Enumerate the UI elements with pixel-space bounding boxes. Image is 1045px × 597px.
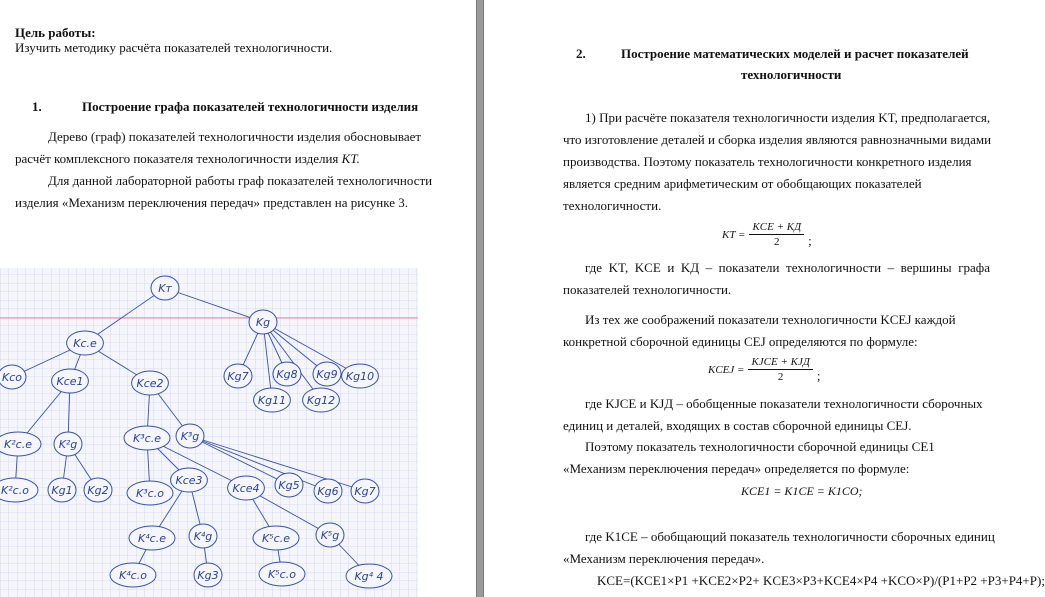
- formula-kce: KCE=(KCE1×P1 +KCE2×P2+ KCE3×P3+KCE4×P4 +KCO×P)/(P1+P2 +P3+P4+P);: [597, 573, 1045, 588]
- graph-node-label: Kg9: [316, 368, 338, 381]
- graph-node: [176, 424, 204, 448]
- formula-end: ;: [816, 368, 821, 383]
- graph-node: [351, 479, 379, 503]
- technology-graph-figure: [0, 266, 420, 597]
- graph-node: [189, 524, 217, 548]
- graph-node-label: Kg6: [317, 485, 339, 498]
- kt-symbol: KT.: [341, 151, 360, 166]
- graph-node: [313, 362, 341, 386]
- paragraph-line: [15, 151, 360, 167]
- graph-node-label: Kg7: [354, 485, 376, 498]
- paragraph-line: показателей технологичности.: [563, 282, 732, 297]
- graph-node: [259, 562, 305, 586]
- graph-node-label: K⁵g: [320, 529, 340, 542]
- graph-node-label: K⁴c.o: [119, 569, 147, 582]
- graph-node-label: Kce2: [136, 377, 164, 390]
- graph-node: [316, 523, 344, 547]
- graph-node-label: K³c.e: [133, 432, 161, 445]
- graph-node-label: K³g: [180, 430, 200, 443]
- graph-node-label: K²c.e: [4, 438, 32, 451]
- graph-node: [249, 310, 277, 334]
- paragraph-line: Для данной лабораторной работы граф показателей технологичности: [48, 173, 433, 188]
- graph-node: [48, 478, 76, 502]
- formula-fraction: [748, 355, 812, 384]
- graph-node: [303, 388, 340, 412]
- graph-node-label: Kg10: [345, 370, 375, 383]
- graph-node: [275, 473, 303, 497]
- graph-node: [194, 563, 222, 587]
- paragraph-line: Из тех же соображений показатели технологичности KCEJ каждой: [585, 312, 956, 327]
- graph-node: [151, 276, 179, 300]
- graph-node: [224, 364, 252, 388]
- paragraph-line: Поэтому показатель технологичности сборочной единицы CE1: [585, 439, 935, 454]
- formula-kcej: [708, 355, 821, 384]
- graph-node-label: Kg⁴ 4: [354, 570, 384, 583]
- graph-node: [171, 468, 208, 492]
- graph-node-label: Kg12: [306, 394, 336, 407]
- graph-node: [67, 331, 104, 355]
- graph-node: [253, 526, 299, 550]
- graph-node-label: Kg2: [87, 484, 109, 497]
- graph-node-label: Kg7: [227, 370, 249, 383]
- graph-node: [52, 369, 89, 393]
- paragraph-line: 1) При расчёте показателя технологичности изделия KT, предполагается,: [585, 110, 991, 125]
- paragraph-line: где KT, KCE и KД – показатели технологичности – вершины графа: [585, 260, 990, 275]
- graph-node-label: Kg11: [257, 394, 287, 407]
- graph-node: [314, 479, 342, 503]
- graph-node-label: Kce3: [175, 474, 203, 487]
- graph-node-label: K⁵c.o: [268, 568, 296, 581]
- graph-node-label: K⁵c.e: [262, 532, 290, 545]
- paragraph-line: конкретной сборочной единицы CEJ определяются по формуле:: [563, 334, 918, 349]
- formula-lhs: KCEJ =: [708, 363, 745, 376]
- graph-node-label: Kт: [158, 282, 172, 295]
- paragraph-line: является средним арифметическим от обобщающих показателей: [563, 176, 922, 191]
- graph-node-label: Kco: [2, 371, 22, 384]
- graph-node: [273, 362, 301, 386]
- graph-node: [228, 476, 265, 500]
- section1-number: 1.: [32, 99, 42, 114]
- graph-node: [132, 371, 169, 395]
- graph-node: [129, 526, 175, 550]
- graph-node-label: K⁴g: [193, 530, 213, 543]
- paragraph-line: где KJCE и KJД – обобщенные показатели технологичности сборочных: [585, 396, 983, 411]
- graph-node: [110, 563, 156, 587]
- graph-node-label: Kg3: [197, 569, 219, 582]
- formula-kt: [722, 220, 812, 249]
- graph-node-label: K²c.o: [1, 484, 29, 497]
- graph-node-label: K³c.o: [136, 487, 164, 500]
- graph-node-label: Kce1: [56, 375, 84, 388]
- graph-node: [124, 426, 170, 450]
- section1-title: Построение графа показателей технологичности изделия: [82, 99, 419, 114]
- formula-kce1: KCE1 = K1CE = K1CO;: [741, 484, 863, 498]
- text: расчёт комплексного показателя технологичности изделия: [15, 151, 339, 166]
- formula-denominator: 2: [774, 236, 780, 248]
- section2-title-line1: Построение математических моделей и расчет показателей: [621, 46, 969, 61]
- formula-denominator: 2: [777, 371, 784, 383]
- section2-title-line2: технологичности: [741, 67, 842, 82]
- graph-node-label: K⁴c.e: [138, 532, 166, 545]
- formula-end: ;: [808, 233, 812, 248]
- goal-heading: Цель работы:: [15, 25, 96, 40]
- graph-node: [84, 478, 112, 502]
- graph-node: [0, 432, 41, 456]
- paragraph-line: «Механизм переключения передач».: [563, 551, 765, 566]
- formula-numerator: KJCE + KJД: [748, 355, 812, 370]
- paragraph-line: изделия «Механизм переключения передач» представлен на рисунке 3.: [15, 195, 409, 210]
- graph-node: [0, 478, 38, 502]
- graph-node: [127, 481, 173, 505]
- graph-node-label: Kg1: [51, 484, 73, 497]
- graph-node: [254, 388, 291, 412]
- goal-text: Изучить методику расчёта показателей технологичности.: [15, 40, 333, 55]
- graph-node-label: Kg: [255, 316, 271, 329]
- formula-fraction: [749, 220, 804, 249]
- paragraph-line: технологичности.: [563, 198, 662, 213]
- formula-numerator: KCE + KД: [749, 220, 804, 235]
- section2-number: 2.: [576, 46, 586, 61]
- graph-node: [0, 365, 26, 389]
- graph-node-label: Kg5: [278, 479, 300, 492]
- paragraph-line: где K1CE – обобщающий показатель технологичности сборочных единиц: [585, 529, 995, 544]
- graph-node: [342, 364, 379, 388]
- paragraph-line: единиц и деталей, входящих в состав сборочной единицы CEJ.: [563, 418, 912, 433]
- graph-node-label: Kce4: [232, 482, 260, 495]
- formula-lhs: KT =: [722, 228, 746, 241]
- paragraph-line: «Механизм переключения передач» определяется по формуле:: [563, 461, 910, 476]
- graph-node-label: Kc.e: [73, 337, 97, 350]
- page-divider: [476, 0, 484, 597]
- paragraph-line: что изготовление деталей и сборка изделия являются равнозначными видами: [563, 132, 992, 147]
- graph-node: [346, 564, 392, 588]
- paragraph-line: Дерево (граф) показателей технологичности изделия обосновывает: [48, 129, 422, 144]
- graph-node-label: Kg8: [276, 368, 298, 381]
- paragraph-line: производства. Поэтому показатель технологичности конкретного изделия: [563, 154, 972, 169]
- graph-node-label: K²g: [58, 438, 78, 451]
- graph-node: [54, 432, 82, 456]
